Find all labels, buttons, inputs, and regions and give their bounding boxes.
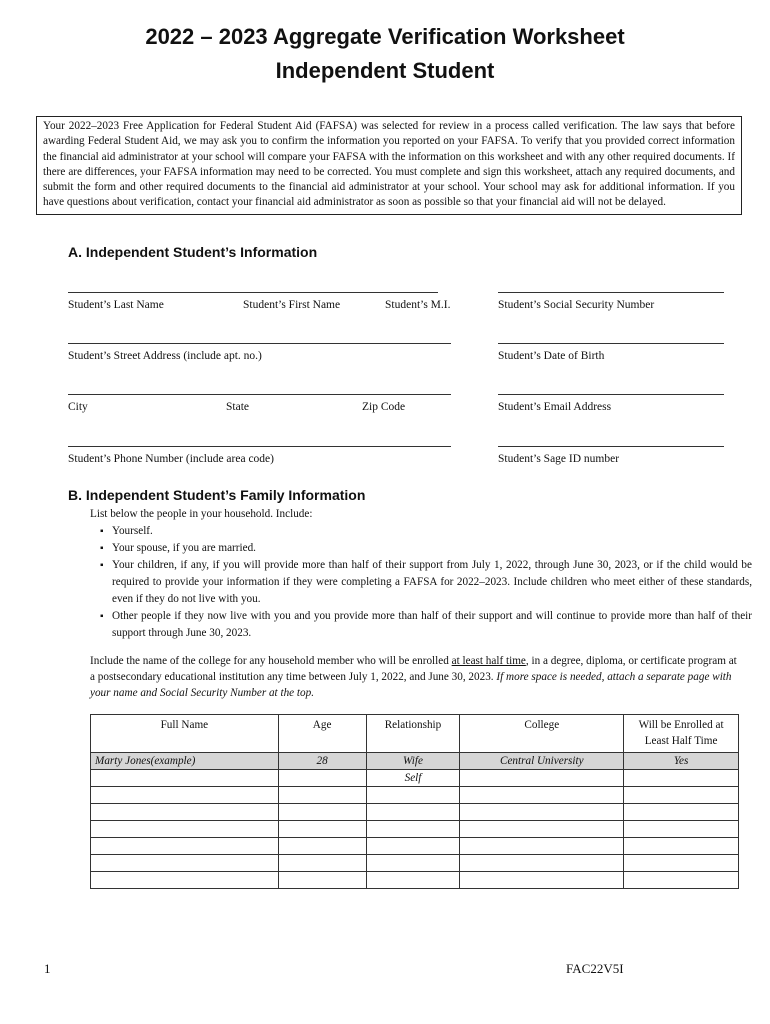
cell-half-time[interactable] — [624, 838, 739, 855]
cell-half-time[interactable] — [624, 855, 739, 872]
note-text: Include the name of the college for any household member who will be enrolled — [90, 655, 452, 667]
cell-age[interactable] — [278, 855, 366, 872]
header-age: Age — [278, 715, 366, 753]
worksheet-title: 2022 – 2023 Aggregate Verification Worksheet — [145, 24, 625, 49]
cell-relationship[interactable] — [366, 787, 460, 804]
cell-full-name[interactable] — [91, 855, 279, 872]
ssn-line[interactable] — [498, 292, 724, 293]
state-label: State — [226, 401, 249, 413]
form-code: FAC22V5I — [566, 961, 624, 976]
cell-college[interactable] — [460, 787, 624, 804]
bullet-item: ▪ Other people if they now live with you and you provide more than half of their support and will continue to provide more than half of their support through June 30, 2023. — [90, 608, 752, 642]
note-italic: If more space is needed, attach a separate page with your name and Social Security Number at the top. — [90, 671, 732, 699]
table-row[interactable] — [91, 770, 739, 787]
cell-full-name[interactable] — [91, 804, 279, 821]
cell-college[interactable] — [460, 821, 624, 838]
table-row-example — [91, 753, 739, 770]
street-line[interactable] — [68, 343, 451, 344]
household-bullets — [90, 523, 752, 642]
section-b-heading: B. Independent Student’s Family Information — [68, 487, 366, 503]
cell-age[interactable] — [278, 872, 366, 889]
table-row[interactable] — [91, 838, 739, 855]
household-list — [90, 506, 752, 642]
cell-college[interactable] — [460, 770, 624, 787]
sage-id-label: Student’s Sage ID number — [498, 453, 620, 465]
cell-age[interactable] — [278, 770, 366, 787]
page-number: 1 — [44, 961, 51, 976]
street-label: Student’s Street Address (include apt. no.) — [68, 350, 262, 362]
table-header-row — [91, 715, 739, 753]
cell-college[interactable] — [460, 838, 624, 855]
city-state-zip-line[interactable] — [68, 394, 451, 395]
table-row[interactable] — [91, 804, 739, 821]
last-name-label: Student’s Last Name — [68, 299, 164, 311]
dob-label: Student’s Date of Birth — [498, 350, 605, 362]
cell-full-name[interactable] — [91, 821, 279, 838]
cell-half-time[interactable] — [624, 872, 739, 889]
cell-relationship[interactable] — [366, 821, 460, 838]
cell-age[interactable] — [278, 787, 366, 804]
header-relationship: Relationship — [366, 715, 460, 753]
email-label: Student’s Email Address — [498, 401, 612, 413]
cell-age[interactable] — [278, 804, 366, 821]
header-college: College — [460, 715, 624, 753]
first-name-label: Student’s First Name — [243, 299, 341, 311]
cell-college[interactable] — [460, 804, 624, 821]
table-row[interactable] — [91, 787, 739, 804]
cell-half-time[interactable] — [624, 770, 739, 787]
cell-college: Central University — [460, 753, 624, 770]
bullet-item: ▪ Yourself. — [90, 523, 752, 540]
cell-relationship: Wife — [366, 753, 460, 770]
household-table — [90, 714, 739, 889]
cell-age[interactable] — [278, 838, 366, 855]
phone-label: Student’s Phone Number (include area code) — [68, 453, 274, 465]
cell-full-name: Marty Jones(example) — [91, 753, 279, 770]
worksheet-subtitle: Independent Student — [275, 58, 495, 83]
cell-college[interactable] — [460, 855, 624, 872]
note-text-2: , in a degree, diploma, or certificate program at a postsecondary educational institution any time between July 1, 2022, and June 30, 2023. — [90, 655, 737, 683]
cell-full-name[interactable] — [91, 872, 279, 889]
cell-half-time[interactable] — [624, 821, 739, 838]
cell-half-time: Yes — [624, 753, 739, 770]
cell-relationship[interactable] — [366, 855, 460, 872]
intro-paragraph: Your 2022–2023 Free Application for Federal Student Aid (FAFSA) was selected for review in a process called verification. The law says that before awarding Federal Student Aid, we may ask you to confirm the information you reported on your FAFSA. To verify that you provided correct information the financial aid administrator at your school will compare your FAFSA with the information on this worksheet and with any other required documents. If there are differences, your FAFSA information may need to be corrected. You must complete and sign this worksheet, attach any required documents, and submit the form and other required documents to the financial aid administrator at your school. Your school may ask for additional information. If you have questions about verification, contact your financial aid administrator as soon as possible so that your financial aid will not be delayed. — [36, 116, 742, 215]
cell-relationship[interactable] — [366, 838, 460, 855]
cell-full-name[interactable] — [91, 838, 279, 855]
zip-label: Zip Code — [362, 401, 406, 413]
table-row[interactable] — [91, 872, 739, 889]
dob-line[interactable] — [498, 343, 724, 344]
bullet-item: ▪ Your children, if any, if you will provide more than half of their support from July 1, 2022, through June 30, 2023, or if the child would be required to provide your information if they were completing a FAFSA for 2022–2023. Include children who meet either of these standards, even if they do not live with you. — [90, 557, 752, 608]
cell-college[interactable] — [460, 872, 624, 889]
table-row[interactable] — [91, 855, 739, 872]
cell-age[interactable] — [278, 821, 366, 838]
note-underlined: at least half time — [451, 655, 526, 667]
table-row[interactable] — [91, 821, 739, 838]
email-line[interactable] — [498, 394, 724, 395]
cell-full-name[interactable] — [91, 770, 279, 787]
header-half-time: Will be Enrolled at Least Half Time — [624, 715, 739, 753]
cell-relationship[interactable] — [366, 872, 460, 889]
cell-relationship[interactable] — [366, 804, 460, 821]
college-note — [90, 653, 740, 701]
cell-age: 28 — [278, 753, 366, 770]
sage-id-line[interactable] — [498, 446, 724, 447]
bullet-item: ▪ Your spouse, if you are married. — [90, 540, 752, 557]
city-label: City — [68, 401, 88, 413]
header-full-name: Full Name — [91, 715, 279, 753]
phone-line[interactable] — [68, 446, 451, 447]
cell-full-name[interactable] — [91, 787, 279, 804]
name-line[interactable] — [68, 292, 438, 293]
list-intro: List below the people in your household. Include: — [90, 508, 313, 520]
ssn-label: Student’s Social Security Number — [498, 299, 655, 311]
mi-label: Student’s M.I. — [385, 299, 451, 311]
cell-half-time[interactable] — [624, 787, 739, 804]
cell-relationship[interactable]: Self — [366, 770, 460, 787]
cell-half-time[interactable] — [624, 804, 739, 821]
section-a-heading: A. Independent Student’s Information — [68, 244, 318, 260]
